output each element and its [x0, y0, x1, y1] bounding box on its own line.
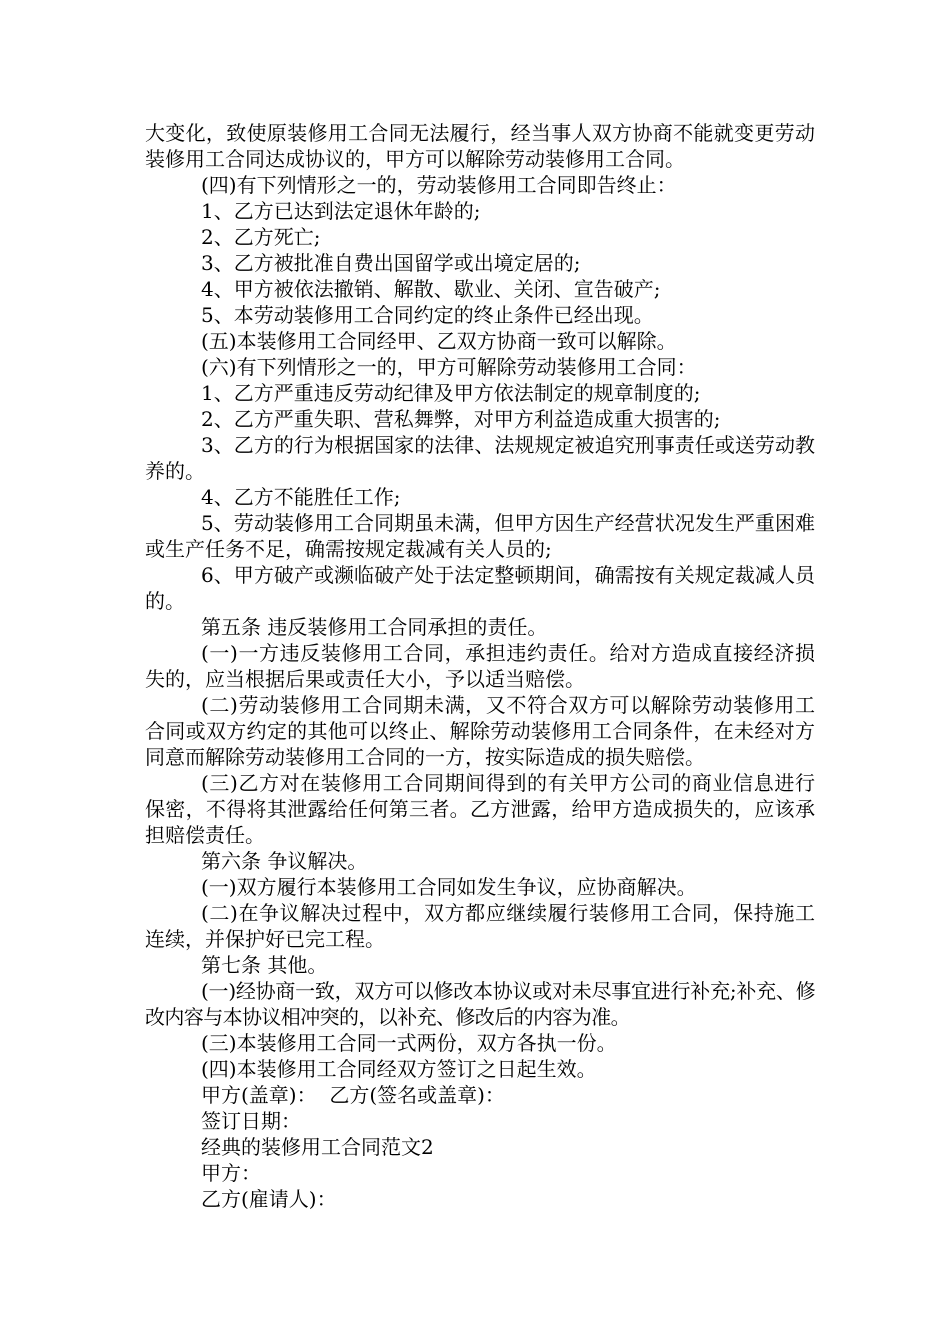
paragraph-14: 5、劳动装修用工合同期虽未满，但甲方因生产经营状况发生严重困难或生产任务不足，确需按规定裁减有关人员的;	[145, 511, 815, 561]
paragraph-2: (四)有下列情形之一的，劳动装修用工合同即告终止：	[201, 173, 677, 197]
section-heading-5: 第五条 违反装修用工合同承担的责任。	[201, 615, 548, 639]
paragraph-5: 3、乙方被批准自费出国留学或出境定居的;	[201, 251, 581, 275]
paragraph-12: 3、乙方的行为根据国家的法律、法规规定被追究刑事责任或送劳动教养的。	[145, 433, 815, 483]
paragraph-21: (一)双方履行本装修用工合同如发生争议，应协商解决。	[201, 875, 697, 899]
signature-line: 甲方(盖章)： 乙方(签名或盖章)：	[201, 1083, 505, 1107]
paragraph-4: 2、乙方死亡;	[201, 225, 321, 249]
paragraph-18: (二)劳动装修用工合同期未满，又不符合双方可以解除劳动装修用工合同或双方约定的其他可以终止、解除劳动装修用工合同条件，在未经对方同意而解除劳动装修用工合同的一方，按实际造成的损失赔偿。	[145, 693, 815, 769]
paragraph-24: (一)经协商一致，双方可以修改本协议或对未尽事宜进行补充;补充、修改内容与本协议相冲突的，以补充、修改后的内容为准。	[145, 979, 815, 1029]
paragraph-3: 1、乙方已达到法定退休年龄的;	[201, 199, 481, 223]
paragraph-7: 5、本劳动装修用工合同约定的终止条件已经出现。	[201, 303, 654, 327]
paragraph-19: (三)乙方对在装修用工合同期间得到的有关甲方公司的商业信息进行保密，不得将其泄露给任何第三者。乙方泄露，给甲方造成损失的，应该承担赔偿责任。	[145, 771, 815, 847]
paragraph-26: (四)本装修用工合同经双方签订之日起生效。	[201, 1057, 597, 1081]
sample-title-2: 经典的装修用工合同范文2	[201, 1135, 434, 1159]
document-body	[145, 120, 815, 1212]
paragraph-17: (一)一方违反装修用工合同，承担违约责任。给对方造成直接经济损失的，应当根据后果或责任大小，予以适当赔偿。	[145, 641, 815, 691]
paragraph-6: 4、甲方被依法撤销、解散、歇业、关闭、宣告破产;	[201, 277, 661, 301]
paragraph-11: 2、乙方严重失职、营私舞弊，对甲方利益造成重大损害的;	[201, 407, 721, 431]
paragraph-22: (二)在争议解决过程中，双方都应继续履行装修用工合同，保持施工连续，并保护好已完工程。	[145, 901, 815, 951]
section-heading-7: 第七条 其他。	[201, 953, 328, 977]
party-a-label: 甲方：	[201, 1161, 261, 1185]
paragraph-1: 大变化，致使原装修用工合同无法履行，经当事人双方协商不能就变更劳动装修用工合同达成协议的，甲方可以解除劳动装修用工合同。	[145, 121, 815, 171]
signing-date-label: 签订日期：	[201, 1109, 301, 1133]
paragraph-15: 6、甲方破产或濒临破产处于法定整顿期间，确需按有关规定裁减人员的。	[145, 563, 815, 613]
party-b-label: 乙方(雇请人)：	[201, 1187, 337, 1211]
paragraph-25: (三)本装修用工合同一式两份，双方各执一份。	[201, 1031, 617, 1055]
section-heading-6: 第六条 争议解决。	[201, 849, 368, 873]
paragraph-13: 4、乙方不能胜任工作;	[201, 485, 401, 509]
paragraph-8: (五)本装修用工合同经甲、乙双方协商一致可以解除。	[201, 329, 677, 353]
paragraph-9: (六)有下列情形之一的，甲方可解除劳动装修用工合同：	[201, 355, 697, 379]
paragraph-10: 1、乙方严重违反劳动纪律及甲方依法制定的规章制度的;	[201, 381, 701, 405]
